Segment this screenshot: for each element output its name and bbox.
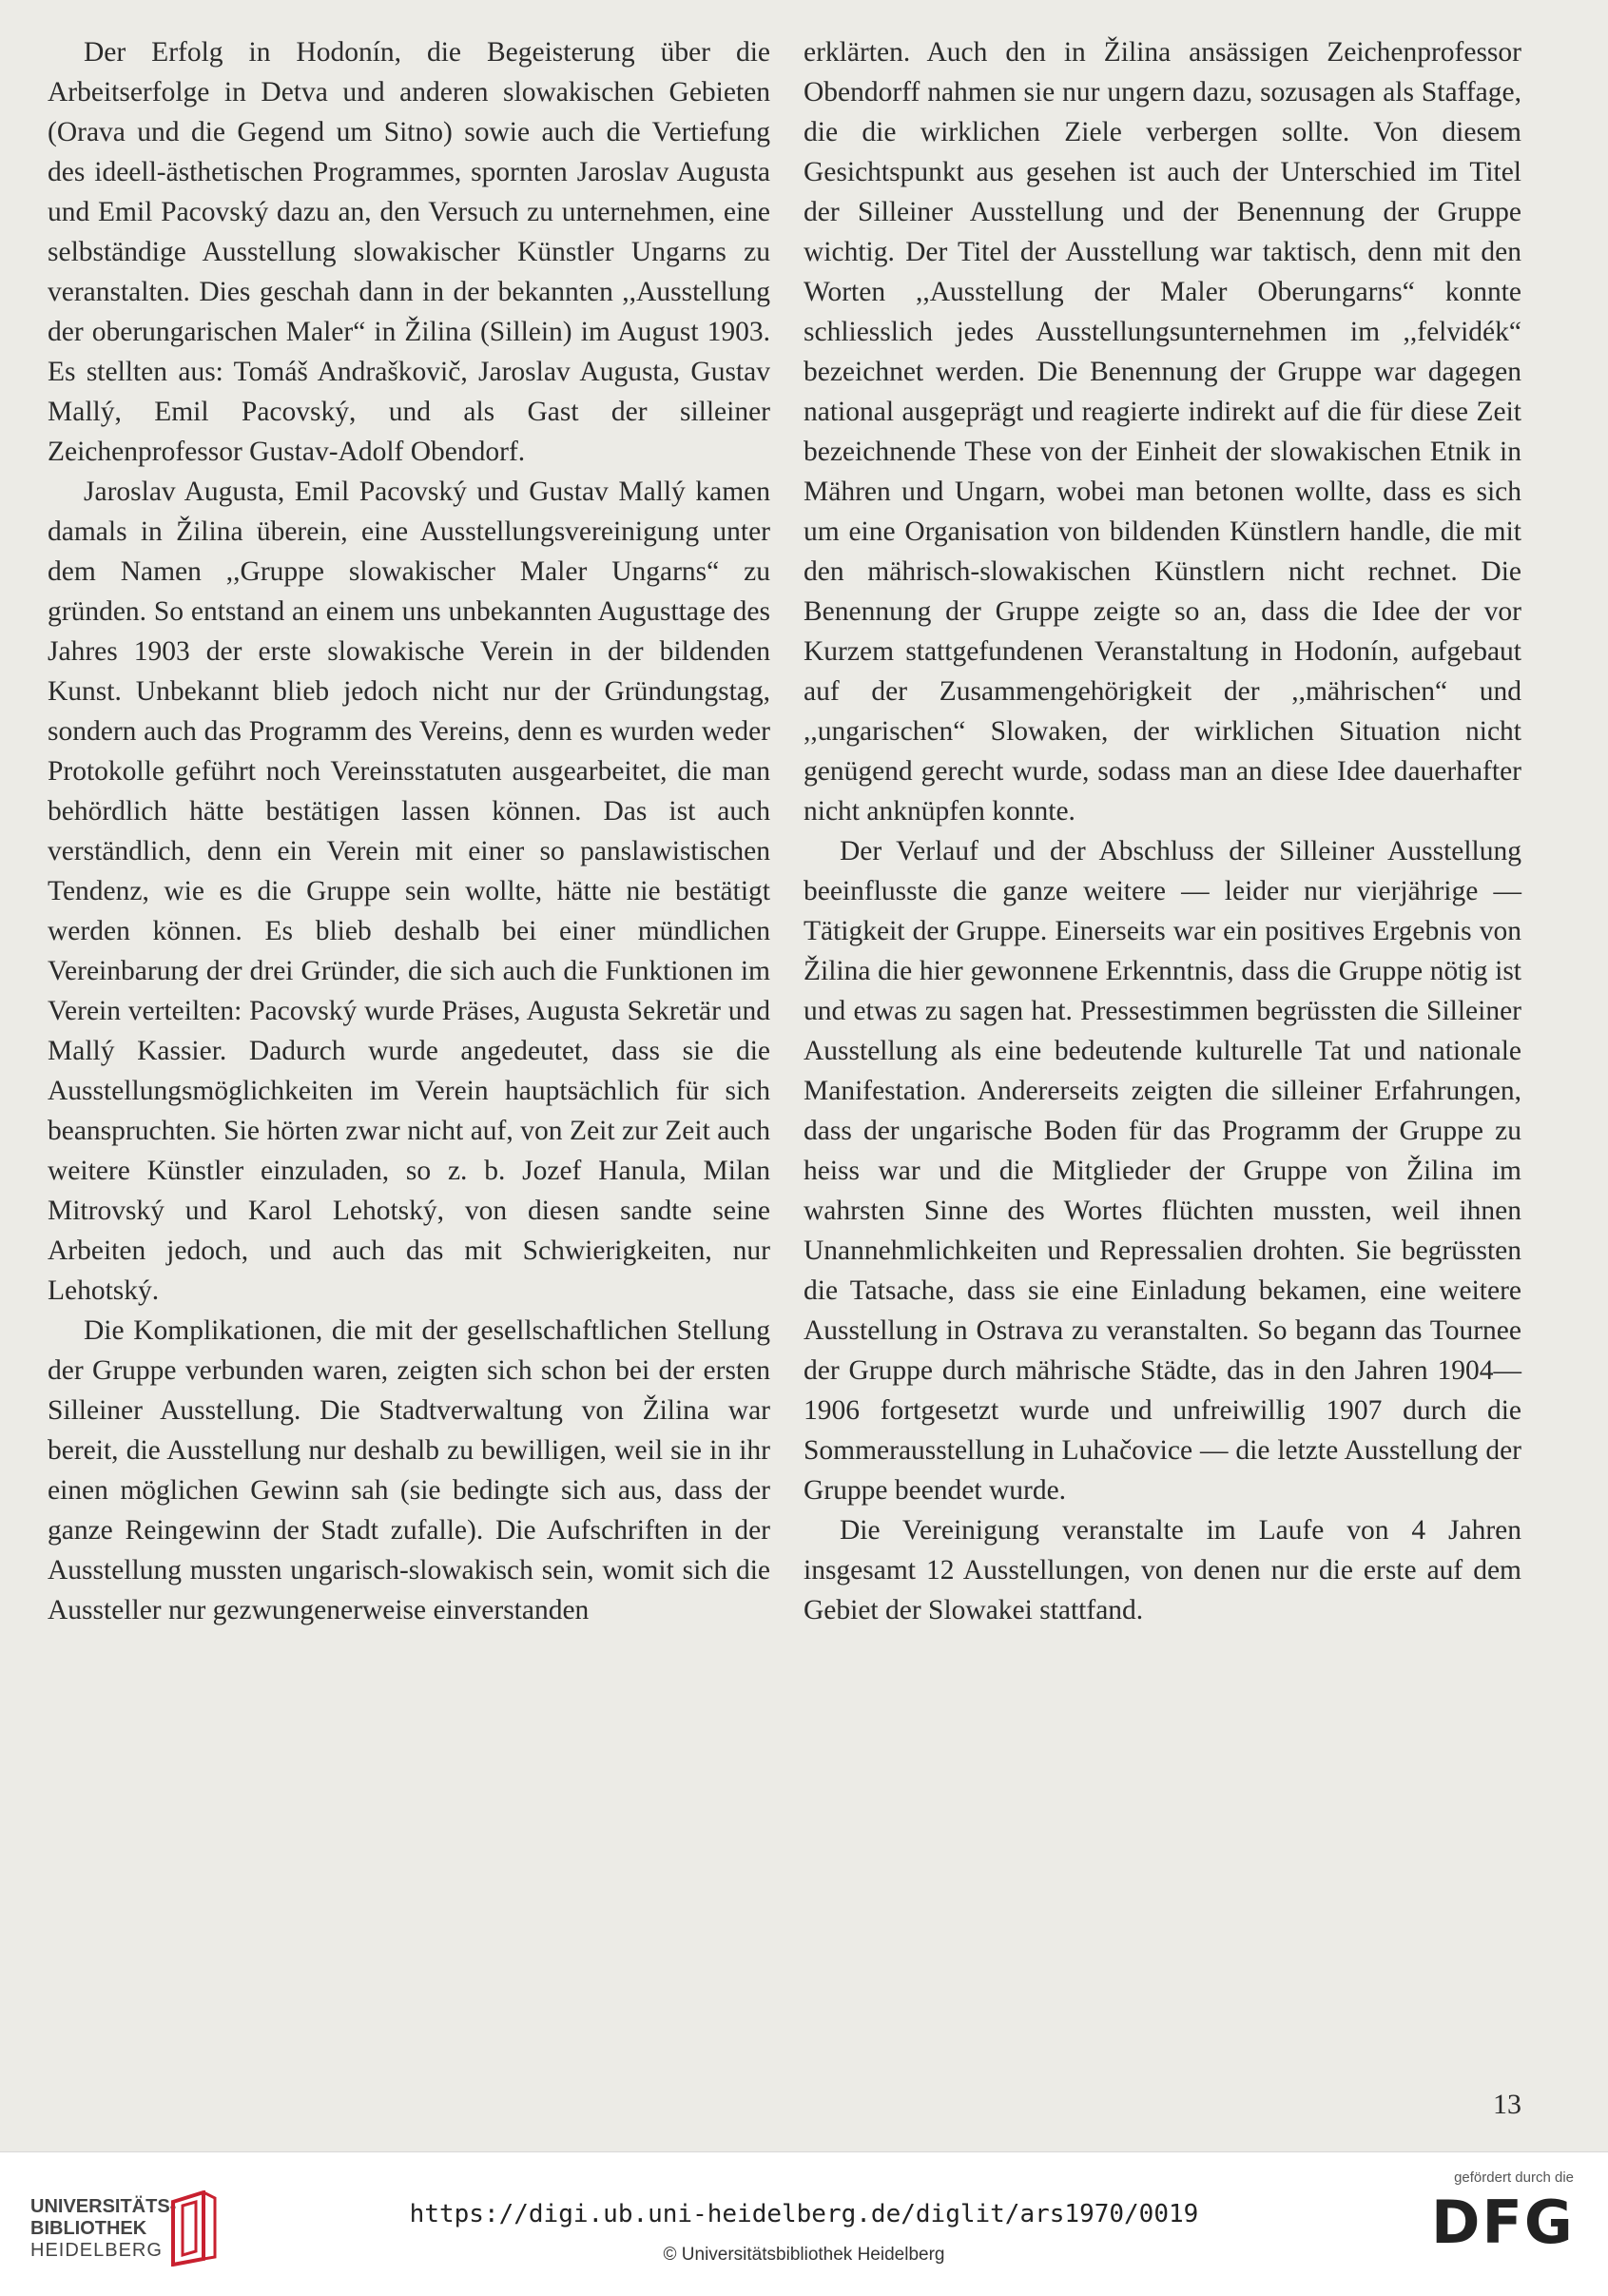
sponsor-text: gefördert durch die [1454, 2170, 1574, 2186]
paragraph-5: Der Verlauf und der Abschluss der Silleiner Ausstellung beeinflusste die ganze weitere — leider nur vierjährige — Tätigkeit der Gruppe. Einerseits war ein positives Ergebnis von Žilina die hier gewonnene Erkenntnis, dass die Gruppe nötig ist und etwas zu sagen hat. Pressestimmen begrüssten die Silleiner Ausstellung als eine bedeutende kulturelle Tat und nationale Manifestation. Andererseits zeigten die silleiner Erfahrungen, dass der ungarische Boden für das Programm der Gruppe zu heiss war und die Mitglieder der Gruppe von Žilina im wahrsten Sinne des Wortes flüchten mussten, weil ihnen Unannehmlichkeiten und Repressalien drohten. Sie begrüssten die Tatsache, dass sie eine Einladung bekamen, eine weitere Ausstellung in Ostrava zu veranstalten. So begann das Tournee der Gruppe durch mährische Städte, das in den Jahren 1904—1906 fortgesetzt wurde und unfreiwillig 1907 durch die Sommerausstellung in Luhačovice — die letzte Ausstellung der Gruppe beendet wurde. [804, 836, 1521, 1506]
paragraph-6: Die Vereinigung veranstalte im Laufe von 4 Jahren insgesamt 12 Ausstellungen, von denen nur die erste auf dem Gebiet der Slowakei stattfand. [804, 1515, 1521, 1625]
paragraph-3: Die Komplikationen, die mit der gesellschaftlichen Stellung der Gruppe verbunden waren, zeigten sich schon bei der ersten Silleiner Ausstellung. Die Stadtverwaltung von Žilina war bereit, die Ausstellung nur deshalb zu bewilligen, weil sie in ihr einen möglichen Gewinn sah (sie bedingte sich aus, dass der ganze Reingewinn der Stadt zufalle). Die Aufschriften in der Ausstellung mussten ungarisch-slowakisch sein, womit sich die Aussteller nur gezwungenerweise einverstanden [48, 1315, 770, 1625]
right-text-column [804, 32, 1521, 1630]
dfg-logo-icon: DFG [1431, 2188, 1575, 2257]
paragraph-1: Der Erfolg in Hodonín, die Begeisterung über die Arbeitserfolge in Detva und anderen slowakischen Gebieten (Orava und die Gegend um Sitno) sowie auch die Vertiefung des ideell-ästhetischen Programmes, spornten Jaroslav Augusta und Emil Pacovský dazu an, den Versuch zu unternehmen, eine selbständige Ausstellung slowakischer Künstler Ungarns zu veranstalten. Dies geschah dann in der bekannten ,,Ausstellung der oberungarischen Maler“ in Žilina (Sillein) im August 1903. Es stellten aus: Tomáš Andraškovič, Jaroslav Augusta, Gustav Mallý, Emil Pacovský, und als Gast der silleiner Zeichenprofessor Gustav-Adolf Obendorf. [48, 37, 770, 467]
paragraph-2: Jaroslav Augusta, Emil Pacovský und Gustav Mallý kamen damals in Žilina überein, eine Ausstellungsvereinigung unter dem Namen ,,Gruppe slowakischer Maler Ungarns“ zu gründen. So entstand an einem uns unbekannten Augusttage des Jahres 1903 der erste slowakische Verein in der bildenden Kunst. Unbekannt blieb jedoch nicht nur der Gründungstag, sondern auch das Programm des Vereins, denn es wurden weder Protokolle geführt noch Vereinsstatuten ausgearbeitet, die man behördlich hätte bestätigen lassen können. Das ist auch verständlich, denn ein Verein mit einer so panslawistischen Tendenz, wie es die Gruppe sein wollte, hätte nie bestätigt werden können. Es blieb deshalb bei einer mündlichen Vereinbarung der drei Gründer, die sich auch die Funktionen im Verein verteilten: Pacovský wurde Präses, Augusta Sekretär und Mallý Kassier. Dadurch wurde angedeutet, dass sie die Ausstellungsmöglichkeiten im Verein hauptsächlich für sich beanspruchten. Sie hörten zwar nicht auf, von Zeit zur Zeit auch weitere Künstler einzuladen, so z. b. Jozef Hanula, Milan Mitrovský und Karol Lehotský, von diesen sandte seine Arbeiten jedoch, und auch das mit Schwierigkeiten, nur Lehotský. [48, 477, 770, 1306]
source-url-link[interactable]: https://digi.ub.uni-heidelberg.de/diglit/ars1970/0019 [409, 2200, 1199, 2228]
library-name: UNIVERSITÄTS- BIBLIOTHEK HEIDELBERG [30, 2196, 177, 2261]
paragraph-4: erklärten. Auch den in Žilina ansässigen Zeichenprofessor Obendorff nahmen sie nur ungern dazu, sozusagen als Staffage, die die wirklichen Ziele verbergen sollte. Von diesem Gesichtspunkt aus gesehen ist auch der Unterschied im Titel der Silleiner Ausstellung und der Benennung der Gruppe wichtig. Der Titel der Ausstellung war taktisch, denn mit den Worten ,,Ausstellung der Maler Oberungarns“ konnte schliesslich jedes Ausstellungsunternehmen im ,,felvidék“ bezeichnet werden. Die Benennung der Gruppe war dagegen national ausgeprägt und reagierte indirekt auf die für diese Zeit bezeichnende These von der Einheit der slowakischen Etnik in Mähren und Ungarn, wobei man betonen wollte, dass es sich um eine Organisation von bildenden Künstlern handle, die mit den mährisch-slowakischen Künstlern nicht rechnet. Die Benennung der Gruppe zeigte so an, dass die Idee der vor Kurzem stattgefundenen Veranstaltung in Hodonín, aufgebaut auf der Zusammengehörigkeit der ,,mährischen“ und ,,ungarischen“ Slowaken, der wirklichen Situation nicht genügend gerecht wurde, sodass man an diese Idee dauerhafter nicht anknüpfen konnte. [804, 37, 1521, 827]
dfg-sponsor-logo[interactable] [1431, 2170, 1574, 2284]
page-number: 13 [1493, 2089, 1521, 2120]
copyright-notice: © Universitätsbibliothek Heidelberg [663, 2245, 945, 2265]
left-text-column [48, 32, 770, 1630]
footer-bar [0, 2151, 1608, 2296]
